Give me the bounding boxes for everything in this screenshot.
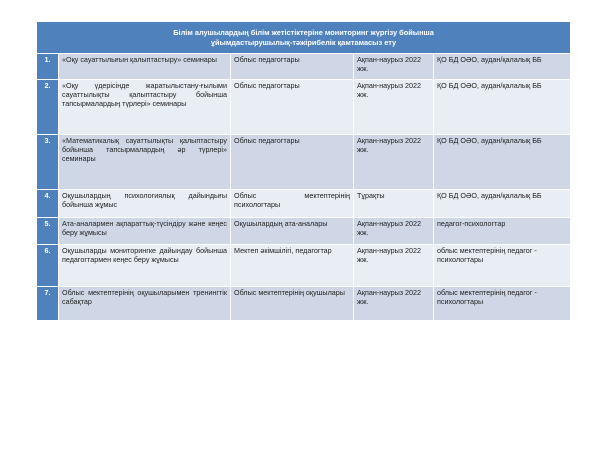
table-row bbox=[37, 135, 571, 190]
participants-cell: Оқушылардың ата-аналары bbox=[231, 218, 354, 245]
participants-cell: Облыс педагогтары bbox=[231, 80, 354, 135]
responsible-cell: облыс мектептерінің педагог - психологтары bbox=[434, 245, 571, 287]
responsible-cell: ҚО БД ОӘО, аудан/қалалық ББ bbox=[434, 190, 571, 218]
row-number: 6. bbox=[37, 245, 59, 287]
event-cell: «Оқу үдерісінде жаратылыстану-ғылыми сауаттылықты қалыптастыру бойынша тапсырмалардың түрлері» семинары bbox=[59, 80, 231, 135]
row-number: 2. bbox=[37, 80, 59, 135]
row-number: 5. bbox=[37, 218, 59, 245]
responsible-cell: педагог-психологтар bbox=[434, 218, 571, 245]
date-cell: Ақпан-наурыз 2022 жж. bbox=[354, 287, 434, 321]
table-row bbox=[37, 54, 571, 80]
event-cell: Облыс мектептерінің оқушыларымен тренингтік сабақтар bbox=[59, 287, 231, 321]
event-cell: Оқушылардың психологиялық дайындығы бойынша жұмыс bbox=[59, 190, 231, 218]
responsible-cell: ҚО БД ОӘО, аудан/қалалық ББ bbox=[434, 80, 571, 135]
table-title bbox=[37, 22, 571, 54]
participants-cell: Облыс мектептерінің психологтары bbox=[231, 190, 354, 218]
monitoring-support-table bbox=[36, 21, 571, 321]
row-number: 4. bbox=[37, 190, 59, 218]
table-row bbox=[37, 80, 571, 135]
table-row bbox=[37, 287, 571, 321]
participants-cell: Облыс педагогтары bbox=[231, 54, 354, 80]
date-cell: Ақпан-наурыз 2022 жж. bbox=[354, 245, 434, 287]
responsible-cell: ҚО БД ОӘО, аудан/қалалық ББ bbox=[434, 135, 571, 190]
event-cell: Оқушыларды мониторингке дайындау бойынша педагогтармен кеңес беру жұмысы bbox=[59, 245, 231, 287]
table-row bbox=[37, 218, 571, 245]
table-header-row bbox=[37, 22, 571, 54]
participants-cell: Облыс педагогтары bbox=[231, 135, 354, 190]
responsible-cell: облыс мектептерінің педагог - психологтары bbox=[434, 287, 571, 321]
date-cell: Ақпан-наурыз 2022 жж. bbox=[354, 54, 434, 80]
participants-cell: Мектеп әкімшілігі, педагогтар bbox=[231, 245, 354, 287]
date-cell: Тұрақты bbox=[354, 190, 434, 218]
table-row bbox=[37, 245, 571, 287]
date-cell: Ақпан-наурыз 2022 жж. bbox=[354, 80, 434, 135]
event-cell: Ата-аналармен ақпараттық-түсіндіру және кеңес беру жұмысы bbox=[59, 218, 231, 245]
date-cell: Ақпан-наурыз 2022 жж. bbox=[354, 135, 434, 190]
row-number: 1. bbox=[37, 54, 59, 80]
event-cell: «Математикалық сауаттылықты қалыптастыру бойынша тапсырмалардың әр түрлері» семинары bbox=[59, 135, 231, 190]
responsible-cell: ҚО БД ОӘО, аудан/қалалық ББ bbox=[434, 54, 571, 80]
event-cell: «Оқу сауаттылығын қалыптастыру» семинары bbox=[59, 54, 231, 80]
date-cell: Ақпан-наурыз 2022 жж. bbox=[354, 218, 434, 245]
participants-cell: Облыс мектептерінің оқушылары bbox=[231, 287, 354, 321]
row-number: 3. bbox=[37, 135, 59, 190]
table-title-line2: ұйымдастырушылық-тәжірибелік қамтамасыз ету bbox=[210, 37, 397, 47]
table-row bbox=[37, 190, 571, 218]
table-title-line1: Білім алушылардың білім жетістіктеріне мониторинг жүргізу бойынша bbox=[173, 27, 434, 37]
row-number: 7. bbox=[37, 287, 59, 321]
